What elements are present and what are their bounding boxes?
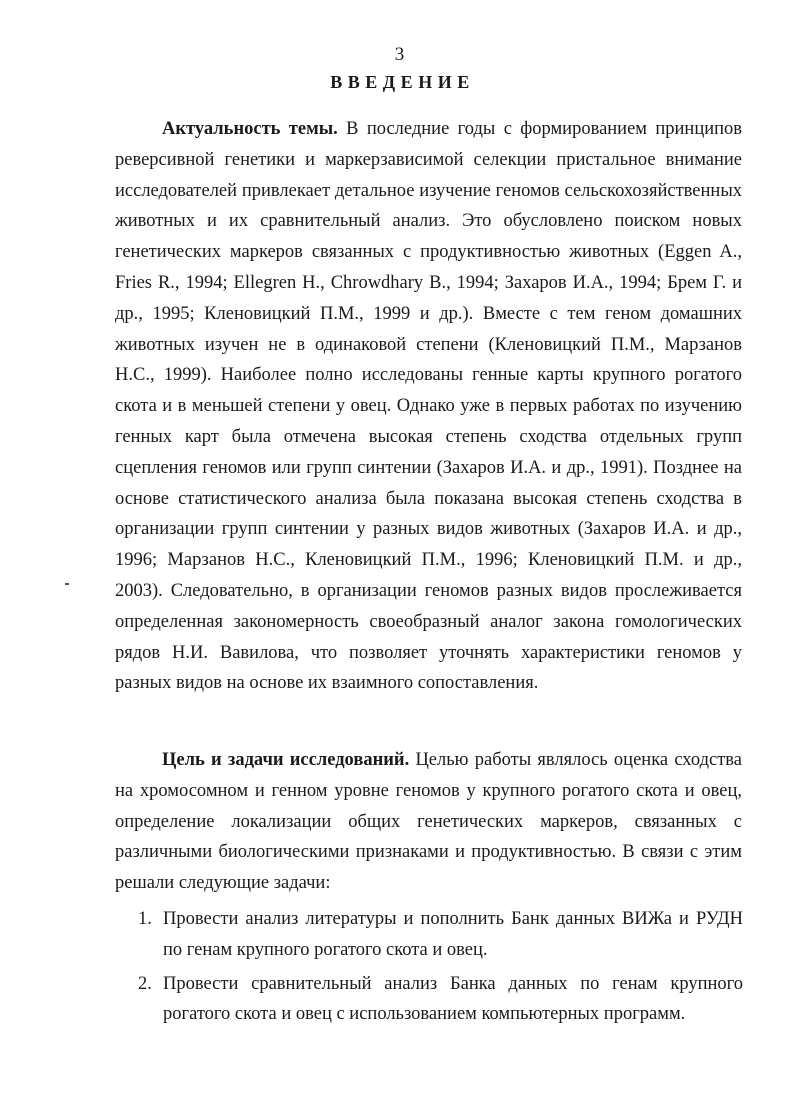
paragraph-relevance bbox=[115, 114, 742, 699]
goals-lead: Цель и задачи исследований. bbox=[162, 750, 410, 770]
paragraph-goals bbox=[115, 745, 742, 899]
section-heading: ВВЕДЕНИЕ bbox=[330, 72, 475, 92]
goals-text: Целью работы являлось оценка сходства на хромосомном и генном уровне геномов у крупного рогатого скота и овец, определение локализации общих генетических маркеров, связанных с различными биологическими признаками и продуктивностью. В связи с этим решали следующие задачи: bbox=[115, 750, 742, 894]
list-item bbox=[138, 969, 743, 1031]
list-item-text: Провести сравнительный анализ Банка данных по генам крупного рогатого скота и овец с использованием компьютерных программ. bbox=[163, 973, 743, 1025]
page-number: 3 bbox=[394, 44, 405, 65]
task-list bbox=[138, 904, 743, 1033]
list-item-number: 2. bbox=[138, 973, 152, 994]
relevance-lead: Актуальность темы. bbox=[162, 119, 338, 139]
relevance-text: В последние годы с формированием принципов реверсивной генетики и маркерзависимой селекции пристальное внимание исследователей привлекает детальное изучение геномов сельскохозяйственных животных и их сравнительный анализ. Это обусловлено поиском новых генетических маркеров связанных с продуктивностью животных (Eggen A., Fries R., 1994; Ellegren H., Chrowdhary B., 1994; Захаров И.А., 1994; Брем Г. и др., 1995; Кленовицкий П.М., 1999 и др.). Вместе с тем геном домашних животных изучен не в одинаковой степени (Кленовицкий П.М., Марзанов Н.С., 1999). Наиболее полно исследованы генные карты крупного рогатого скота и в меньшей степени у овец. Однако уже в первых работах по изучению генных карт была отмечена высокая степень сходства отдельных групп сцепления геномов или групп синтении (Захаров И.А. и др., 1991). Позднее на основе статистического анализа была показана высокая степень сходства в организации групп синтении у разных видов животных (Захаров И.А. и др., 1996; Марзанов Н.С., Кленовицкий П.М., 1996; Кленовицкий П.М. и др., 2003). Следовательно, в организации геномов разных видов прослеживается определенная закономерность своеобразный аналог закона гомологических рядов Н.И. Вавилова, что позволяет уточнять характеристики геномов у разных видов на основе их взаимного сопоставления. bbox=[115, 119, 743, 694]
scan-speck bbox=[65, 583, 69, 585]
list-item bbox=[138, 904, 743, 966]
list-item-text: Провести анализ литературы и пополнить Банк данных ВИЖа и РУДН по генам крупного рогатого скота и овец. bbox=[163, 909, 743, 960]
list-item-number: 1. bbox=[138, 909, 152, 929]
